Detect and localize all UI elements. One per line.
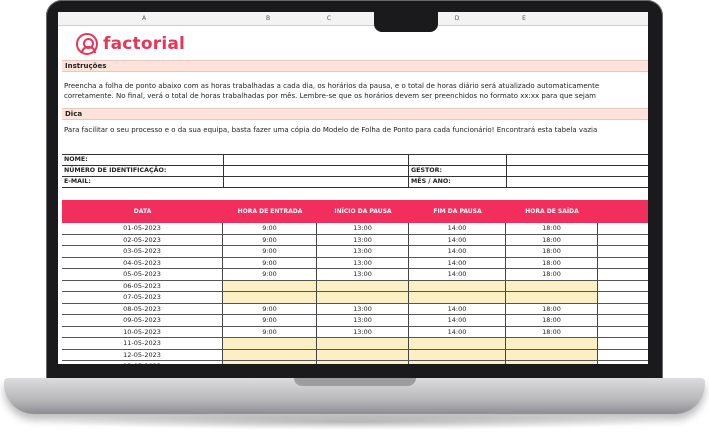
pause-end-cell[interactable]: [409, 292, 506, 303]
date-cell[interactable]: 10-05-2023: [62, 327, 223, 338]
check-out-cell[interactable]: 18:00: [506, 269, 598, 280]
table-row: [62, 292, 648, 304]
laptop-shadow: [40, 414, 669, 430]
factorial-logo: [76, 32, 185, 56]
check-out-cell[interactable]: 18:00: [506, 315, 598, 326]
laptop-screen: [58, 12, 648, 378]
pause-end-cell[interactable]: [409, 338, 506, 349]
pause-end-cell[interactable]: 14:00: [409, 223, 506, 234]
pause-end-cell[interactable]: 14:00: [409, 258, 506, 269]
camera-notch: [374, 12, 438, 32]
date-cell[interactable]: 12-05-2023: [62, 350, 223, 361]
date-cell[interactable]: 06-05-2023: [62, 281, 223, 292]
user-circle-icon: [76, 33, 98, 55]
check-in-cell[interactable]: 9:00: [223, 269, 317, 280]
check-in-cell[interactable]: 9:00: [223, 315, 317, 326]
header-pause-start[interactable]: INÍCIO DA PAUSA: [334, 208, 392, 215]
pause-start-cell[interactable]: 13:00: [317, 269, 409, 280]
check-out-cell[interactable]: 18:00: [506, 246, 598, 257]
table-row: [62, 258, 648, 270]
table-row: [62, 246, 648, 258]
header-check-out[interactable]: HORA DE SAÍDA: [525, 208, 579, 215]
check-in-cell[interactable]: 9:00: [223, 304, 317, 315]
pause-start-cell[interactable]: 13:00: [317, 258, 409, 269]
check-in-cell[interactable]: 9:00: [223, 327, 317, 338]
instructions-line-2[interactable]: corretamente. No final, verá o total de horas trabalhadas por mês. Lembre-se que os horários devem ser preenchidos no formato xx:xx para que sejam: [64, 92, 596, 100]
table-row: [62, 269, 648, 281]
check-in-cell[interactable]: 9:00: [223, 235, 317, 246]
check-in-cell[interactable]: [223, 350, 317, 361]
column-header-c[interactable]: C: [326, 15, 332, 22]
check-in-cell[interactable]: 9:00: [223, 246, 317, 257]
pause-end-cell[interactable]: [409, 281, 506, 292]
check-out-cell[interactable]: 18:00: [506, 223, 598, 234]
pause-start-cell[interactable]: 13:00: [317, 315, 409, 326]
date-cell[interactable]: 11-05-2023: [62, 338, 223, 349]
pause-end-cell[interactable]: 14:00: [409, 235, 506, 246]
laptop-base-groove: [294, 378, 416, 386]
column-header-b[interactable]: B: [265, 15, 271, 22]
header-pause-end[interactable]: FIM DA PAUSA: [433, 208, 482, 215]
instructions-title[interactable]: Instruções: [62, 60, 648, 72]
check-out-cell[interactable]: [506, 338, 598, 349]
header-check-in[interactable]: HORA DE ENTRADA: [237, 208, 303, 215]
pause-start-cell[interactable]: [317, 292, 409, 303]
table-row: [62, 223, 648, 235]
check-in-cell[interactable]: 9:00: [223, 223, 317, 234]
email-label: E-MAIL:: [64, 178, 91, 185]
date-cell[interactable]: 09-05-2023: [62, 315, 223, 326]
check-out-cell[interactable]: 18:00: [506, 304, 598, 315]
column-header-e[interactable]: E: [522, 15, 526, 22]
date-cell[interactable]: 04-05-2023: [62, 258, 223, 269]
table-row: [62, 350, 648, 362]
employee-info-block: [62, 154, 648, 188]
name-label: NOME:: [64, 156, 88, 163]
check-out-cell[interactable]: [506, 292, 598, 303]
date-cell[interactable]: 01-05-2023: [62, 223, 223, 234]
pause-end-cell[interactable]: 14:00: [409, 246, 506, 257]
pause-end-cell[interactable]: 14:00: [409, 269, 506, 280]
timesheet-rows: [62, 223, 648, 378]
screen-bottom-bezel: [58, 364, 648, 378]
pause-start-cell[interactable]: 13:00: [317, 246, 409, 257]
table-row: [62, 235, 648, 247]
pause-end-cell[interactable]: 14:00: [409, 315, 506, 326]
date-cell[interactable]: 05-05-2023: [62, 269, 223, 280]
month-year-label: MÊS / ANO:: [411, 178, 451, 185]
tip-title[interactable]: Dica: [62, 108, 648, 120]
check-out-cell[interactable]: 18:00: [506, 235, 598, 246]
tip-line[interactable]: Para facilitar o seu processo e o da sua equipa, basta fazer uma cópia do Modelo de Folha de Ponto para cada funcionário! Encontrará esta tabela vazia: [64, 126, 598, 134]
pause-end-cell[interactable]: [409, 350, 506, 361]
pause-start-cell[interactable]: 13:00: [317, 327, 409, 338]
date-cell[interactable]: 02-05-2023: [62, 235, 223, 246]
check-in-cell[interactable]: [223, 338, 317, 349]
table-row: [62, 327, 648, 339]
instructions-line-1[interactable]: Preencha a folha de ponto abaixo com as horas trabalhadas a cada dia, os horários da pausa, e o total de horas diário será atualizado automaticamente: [64, 82, 600, 90]
timesheet-header: [62, 200, 648, 223]
column-header-a[interactable]: A: [141, 15, 147, 22]
table-row: [62, 281, 648, 293]
check-in-cell[interactable]: 9:00: [223, 258, 317, 269]
table-row: [62, 338, 648, 350]
check-out-cell[interactable]: [506, 350, 598, 361]
check-in-cell[interactable]: [223, 281, 317, 292]
manager-label: GESTOR:: [411, 167, 443, 174]
pause-start-cell[interactable]: [317, 350, 409, 361]
pause-start-cell[interactable]: 13:00: [317, 304, 409, 315]
table-row: [62, 315, 648, 327]
pause-start-cell[interactable]: 13:00: [317, 223, 409, 234]
column-header-d[interactable]: D: [454, 15, 460, 22]
check-out-cell[interactable]: [506, 281, 598, 292]
pause-end-cell[interactable]: 14:00: [409, 304, 506, 315]
check-out-cell[interactable]: 18:00: [506, 258, 598, 269]
pause-start-cell[interactable]: [317, 338, 409, 349]
date-cell[interactable]: 07-05-2023: [62, 292, 223, 303]
table-row: [62, 304, 648, 316]
date-cell[interactable]: 03-05-2023: [62, 246, 223, 257]
pause-start-cell[interactable]: 13:00: [317, 235, 409, 246]
date-cell[interactable]: 08-05-2023: [62, 304, 223, 315]
pause-start-cell[interactable]: [317, 281, 409, 292]
check-in-cell[interactable]: [223, 292, 317, 303]
brand-name: factorial: [103, 34, 186, 54]
pause-end-cell[interactable]: 14:00: [409, 327, 506, 338]
column-header-bar: [58, 12, 648, 26]
header-date[interactable]: DATA: [133, 208, 152, 215]
check-out-cell[interactable]: 18:00: [506, 327, 598, 338]
id-number-label: NÚMERO DE IDENTIFICAÇÃO:: [64, 167, 167, 174]
